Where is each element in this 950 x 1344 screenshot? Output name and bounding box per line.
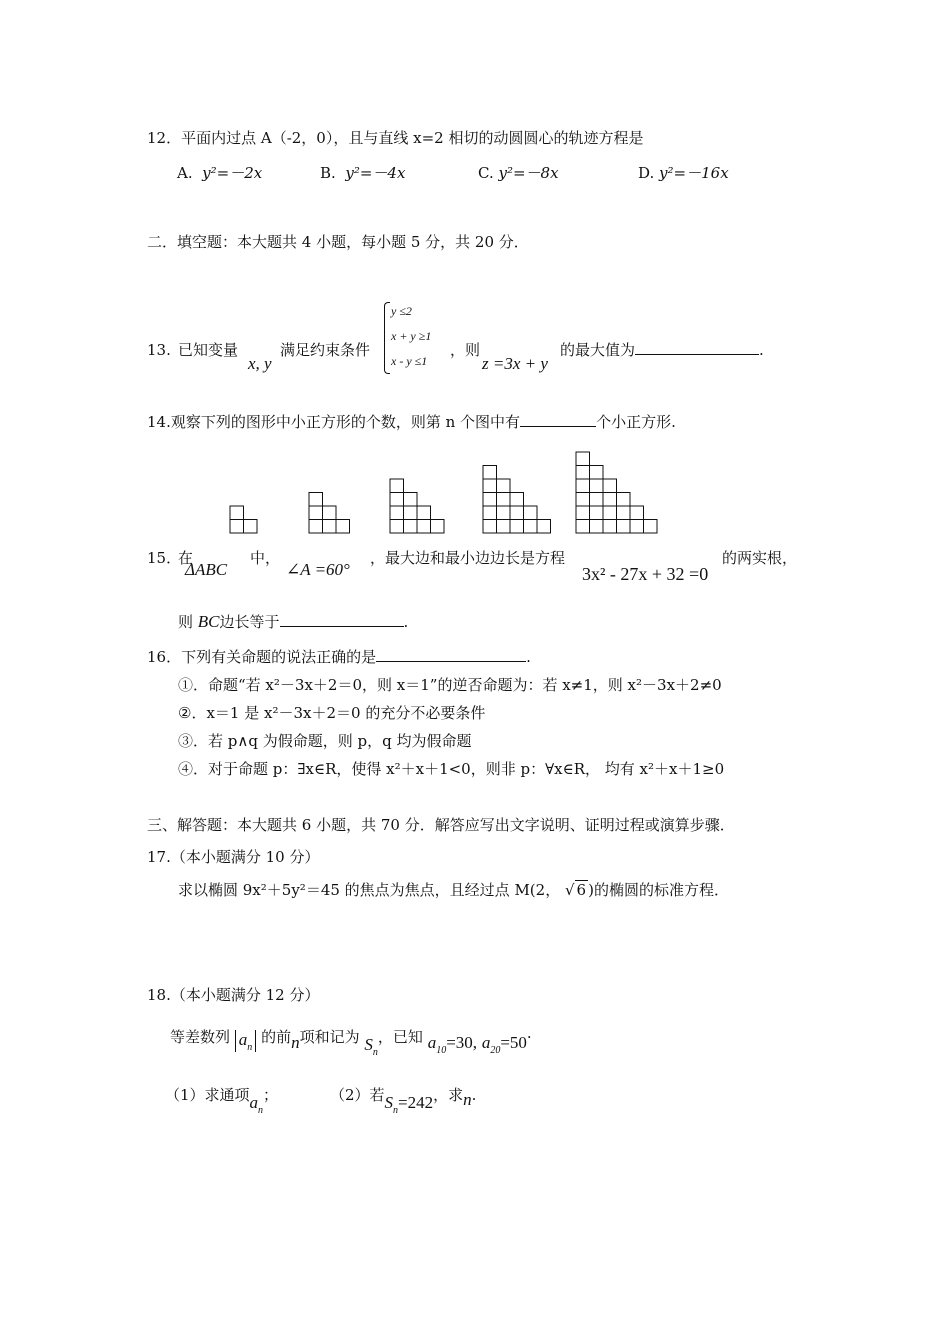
q18-title: 18.（本小题满分 12 分）	[147, 986, 320, 1004]
q14-answer-blank[interactable]	[520, 412, 596, 427]
small-square	[309, 506, 323, 520]
q16-answer-blank[interactable]	[376, 647, 526, 662]
small-square	[323, 520, 337, 534]
small-square	[483, 520, 497, 534]
q13-objective: z =3x + y	[482, 354, 548, 373]
q13-constraint-3: x - y ≤1	[391, 354, 428, 368]
small-square	[617, 493, 631, 507]
small-square	[497, 506, 511, 520]
small-square	[603, 520, 617, 534]
q13-vars: x, y	[248, 354, 272, 373]
small-square	[336, 520, 350, 534]
small-square	[483, 506, 497, 520]
q14-figure-3	[390, 479, 444, 533]
small-square	[390, 493, 404, 507]
small-square	[590, 466, 604, 480]
q14-square-figures	[0, 445, 950, 545]
q14-stem: 14.观察下列的图形中小正方形的个数，则第 n 个图中有 个小正方形.	[147, 413, 676, 431]
q12-stem: 12．平面内过点 A（-2，0），且与直线 x=2 相切的动圆圆心的轨迹方程是	[147, 129, 644, 147]
q18-part-1: （1）求通项$a_n$；	[165, 1086, 279, 1116]
q13-text-1: 已知变量	[178, 341, 239, 359]
small-square	[323, 506, 337, 520]
small-square	[390, 479, 404, 493]
sqrt-symbol: √	[564, 881, 575, 899]
q18-body: 等差数列 $a_n$ 的前n项和记为 $S_n$，已知 $a_{10}=30$, $a_{20}=50\cdot$	[170, 1028, 532, 1058]
small-square	[309, 520, 323, 534]
small-square	[497, 493, 511, 507]
small-square	[630, 506, 644, 520]
q13-text-2: 满足约束条件	[280, 341, 371, 359]
q17-body: 求以椭圆 9x²＋5y²＝45 的焦点为焦点，且经过点 M(2， √ 6 )的椭圆的标准方程．	[178, 881, 729, 899]
section-3-heading: 三、解答题：本大题共 6 小题，共 70 分．解答应写出文字说明、证明过程或演算步骤．	[147, 816, 735, 834]
small-square	[244, 520, 258, 534]
small-square	[390, 506, 404, 520]
q15-text-1: 在	[178, 549, 194, 567]
q12-option-d: D. y²=－16x	[638, 164, 729, 182]
small-square	[617, 520, 631, 534]
small-square	[390, 520, 404, 534]
section-2-heading: 二．填空题：本大题共 4 小题，每小题 5 分，共 20 分．	[147, 233, 529, 251]
small-square	[576, 479, 590, 493]
q13-constraint-1: y ≤2	[391, 304, 412, 318]
small-square	[404, 520, 418, 534]
q17-title: 17.（本小题满分 10 分）	[147, 848, 320, 866]
q15-num: 15．	[147, 549, 182, 567]
small-square	[603, 506, 617, 520]
small-square	[576, 493, 590, 507]
small-square	[590, 520, 604, 534]
q16-item-4: ④．对于命题 p：∃x∈R，使得 x²＋x＋1<0，则非 p：∀x∈R， 均有 x²＋x＋1≥0	[178, 760, 725, 778]
small-square	[497, 479, 511, 493]
small-square	[417, 520, 431, 534]
small-square	[576, 466, 590, 480]
small-square	[576, 520, 590, 534]
q13-text-4: 的最大值为 .	[560, 341, 764, 359]
small-square	[483, 493, 497, 507]
small-square	[483, 479, 497, 493]
q13-system-brace	[384, 302, 390, 374]
small-square	[510, 493, 524, 507]
small-square	[576, 452, 590, 466]
q14-figure-5	[576, 452, 657, 533]
small-square	[483, 466, 497, 480]
q16-stem: 16．下列有关命题的说法正确的是 .	[147, 648, 531, 666]
q18-sequence-set: $a_n$	[235, 1030, 257, 1052]
small-square	[417, 506, 431, 520]
small-square	[230, 506, 244, 520]
q16-item-3: ③．若 p∧q 为假命题，则 p，q 均为假命题	[178, 732, 472, 750]
q15-line-2: 则 BC边长等于 .	[178, 612, 409, 631]
small-square	[644, 520, 658, 534]
q14-figure-4	[483, 466, 551, 534]
q15-text-2: 中，	[250, 549, 281, 567]
small-square	[510, 520, 524, 534]
q15-answer-blank[interactable]	[280, 612, 404, 627]
q15-text-4: 的两实根，	[722, 549, 798, 567]
small-square	[309, 493, 323, 507]
small-square	[524, 506, 538, 520]
q13-constraint-2: x + y ≥1	[391, 329, 432, 343]
small-square	[524, 520, 538, 534]
small-square	[497, 520, 511, 534]
small-square	[404, 506, 418, 520]
q14-figure-2	[309, 493, 350, 534]
q15-text-3: ，最大边和最小边边长是方程	[370, 549, 566, 567]
small-square	[537, 520, 551, 534]
small-square	[617, 506, 631, 520]
q16-item-1: ①．命题“若 x²－3x＋2＝0，则 x＝1”的逆否命题为：若 x≠1，则 x²－3x＋2≠0	[178, 676, 722, 694]
small-square	[576, 506, 590, 520]
q12-option-a: A. y²=－2x	[177, 164, 263, 182]
small-square	[590, 479, 604, 493]
q18-part-2: （2）若$S_n=242$，求n.	[330, 1086, 477, 1116]
q13-text-3: ，则	[450, 341, 481, 359]
q14-figure-1	[230, 506, 257, 533]
small-square	[590, 506, 604, 520]
small-square	[510, 506, 524, 520]
small-square	[230, 520, 244, 534]
small-square	[404, 493, 418, 507]
small-square	[630, 520, 644, 534]
small-square	[603, 493, 617, 507]
q13-answer-blank[interactable]	[635, 340, 759, 355]
q12-option-b: B. y²=－4x	[320, 164, 406, 182]
q16-item-2: ②．x＝1 是 x²－3x＋2＝0 的充分不必要条件	[178, 704, 486, 722]
q15-angle: ∠A =60°	[286, 560, 350, 579]
q12-option-c: C. y²=－8x	[478, 164, 559, 182]
q13-num: 13.	[147, 341, 171, 359]
small-square	[431, 520, 445, 534]
q15-triangle: ΔABC	[185, 560, 228, 579]
small-square	[590, 493, 604, 507]
q15-equation: 3x² - 27x + 32 =0	[582, 564, 709, 584]
small-square	[603, 479, 617, 493]
